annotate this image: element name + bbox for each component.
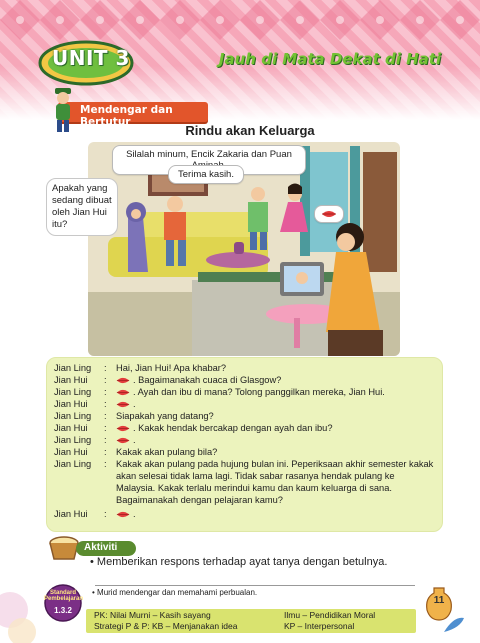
dialogue-text bbox=[116, 374, 434, 386]
dialogue-colon: : bbox=[104, 363, 107, 373]
standard-note: • Murid mendengar dan memahami perbualan. bbox=[92, 588, 258, 597]
dialogue-colon: : bbox=[104, 423, 107, 433]
left-floral-decoration bbox=[0, 540, 44, 643]
dialogue-text bbox=[116, 446, 434, 458]
dialogue-line bbox=[54, 458, 434, 506]
unit-title: UNIT 3 bbox=[52, 46, 130, 70]
door-icon bbox=[363, 152, 397, 272]
dialogue-speaker: Jian Hui bbox=[54, 399, 88, 409]
activity-label: Aktiviti bbox=[84, 542, 118, 553]
dialogue-line bbox=[54, 398, 434, 410]
dialogue-text-content: . Ayah dan ibu di mana? Tolong panggilkan mereka, Jian Hui. bbox=[133, 387, 385, 397]
dialogue-text bbox=[116, 410, 434, 422]
dialogue-speaker: Jian Hui bbox=[54, 509, 88, 519]
activity-text: Memberikan respons terhadap ayat tanya dengan betulnya. bbox=[96, 556, 388, 568]
lips-icon bbox=[116, 425, 130, 432]
dialogue-text bbox=[116, 422, 434, 434]
corner-leaf-icon bbox=[442, 614, 466, 634]
teapot-icon bbox=[234, 242, 244, 254]
dialogue-text bbox=[116, 508, 434, 520]
speech-bubble-lips bbox=[314, 205, 344, 223]
dialogue-text bbox=[116, 362, 434, 374]
dialogue-line bbox=[54, 410, 434, 422]
dialogue-colon: : bbox=[104, 411, 107, 421]
footer-right-line1: Ilmu – Pendidikan Moral bbox=[284, 610, 376, 620]
speech-bubble-host: Silalah minum, Encik Zakaria dan Puan bbox=[112, 145, 306, 175]
story-title: Rindu akan Keluarga bbox=[185, 123, 315, 138]
dialogue-colon: : bbox=[104, 399, 107, 409]
mascot-boy-icon bbox=[50, 86, 76, 136]
man-seated-icon bbox=[164, 212, 186, 240]
speech-bubble-reply: Terima kasih. bbox=[168, 165, 244, 184]
dialogue-colon: : bbox=[104, 387, 107, 397]
divider bbox=[95, 585, 415, 586]
dialogue-line bbox=[54, 386, 434, 398]
man-standing-icon bbox=[248, 202, 268, 232]
skill-label: Mendengar dan Bertutur bbox=[80, 104, 173, 128]
dialogue-speaker: Jian Hui bbox=[54, 423, 88, 433]
lips-icon bbox=[116, 511, 130, 518]
dialogue-text-content: Hai, Jian Hui! Apa khabar? bbox=[116, 363, 227, 373]
lips-icon bbox=[321, 210, 337, 218]
dialogue-speaker: Jian Ling bbox=[54, 411, 92, 421]
dialogue-text-content: . bbox=[133, 435, 136, 445]
page-number: 11 bbox=[433, 595, 445, 606]
dialogue-line bbox=[54, 374, 434, 386]
dialogue-speaker: Jian Hui bbox=[54, 375, 88, 385]
dialogue-text-content: Siapakah yang datang? bbox=[116, 411, 214, 421]
standard-code: 1.3.2 bbox=[54, 606, 72, 615]
dialogue-line bbox=[54, 446, 434, 458]
dialogue-text-content: Kakak akan pulang pada hujung bulan ini. Peperiksaan akhir semester kakak akan selesai tidak lama lagi. Tidak sabar rasanya hendak pulang ke Malaysia. Kakak terlalu merindui kamu dan kaum keluarga di sana. Bagaimanakah dengan pelajaran kamu? bbox=[116, 459, 434, 505]
dialogue-speaker: Jian Ling bbox=[54, 459, 92, 469]
dialogue-colon: : bbox=[104, 459, 107, 469]
dialogue-speaker: Jian Ling bbox=[54, 363, 92, 373]
dialogue-text-content: . Kakak hendak bercakap dengan ayah dan ibu? bbox=[133, 423, 333, 433]
dialogue-text bbox=[116, 386, 434, 398]
footer-right-line2: KP – Interpersonal bbox=[284, 621, 355, 631]
question-box: Apakah yang sedang dibuat oleh Jian Hui itu? bbox=[46, 178, 118, 236]
dialogue-speaker: Jian Ling bbox=[54, 387, 92, 397]
dialogue-speaker: Jian Hui bbox=[54, 447, 88, 457]
dialogue-line bbox=[54, 362, 434, 374]
dialogue-colon: : bbox=[104, 447, 107, 457]
footer-left-line1: PK: Nilai Murni – Kasih sayang bbox=[94, 610, 211, 620]
footer-left-line2: Strategi P & P: KB – Menjanakan idea bbox=[94, 621, 238, 631]
lips-icon bbox=[116, 401, 130, 408]
activity-bullet: • Memberikan respons terhadap ayat tanya dengan betulnya. bbox=[90, 556, 388, 568]
dialogue-text-content: . bbox=[133, 399, 136, 409]
lips-icon bbox=[116, 377, 130, 384]
dialogue-text bbox=[116, 434, 434, 446]
tea-table-icon bbox=[206, 252, 270, 268]
dialogue-text-content: . Bagaimanakah cuaca di Glasgow? bbox=[133, 375, 282, 385]
dialogue-text-content: Kakak akan pulang bila? bbox=[116, 447, 218, 457]
dialogue-colon: : bbox=[104, 435, 107, 445]
dialogue-line bbox=[54, 508, 434, 520]
lips-icon bbox=[116, 389, 130, 396]
chapter-title: Jauh di Mata Dekat di Hati bbox=[218, 50, 442, 68]
dialogue-colon: : bbox=[104, 509, 107, 519]
dialogue-text bbox=[116, 398, 434, 410]
dialogue-text bbox=[116, 458, 434, 506]
lips-icon bbox=[116, 437, 130, 444]
dialogue-line bbox=[54, 422, 434, 434]
dialogue-speaker: Jian Ling bbox=[54, 435, 92, 445]
dialogue-colon: : bbox=[104, 375, 107, 385]
dialogue-line bbox=[54, 434, 434, 446]
standard-title: Standard Pembelajaran bbox=[44, 590, 84, 602]
dialogue-text-content: . bbox=[133, 509, 136, 519]
